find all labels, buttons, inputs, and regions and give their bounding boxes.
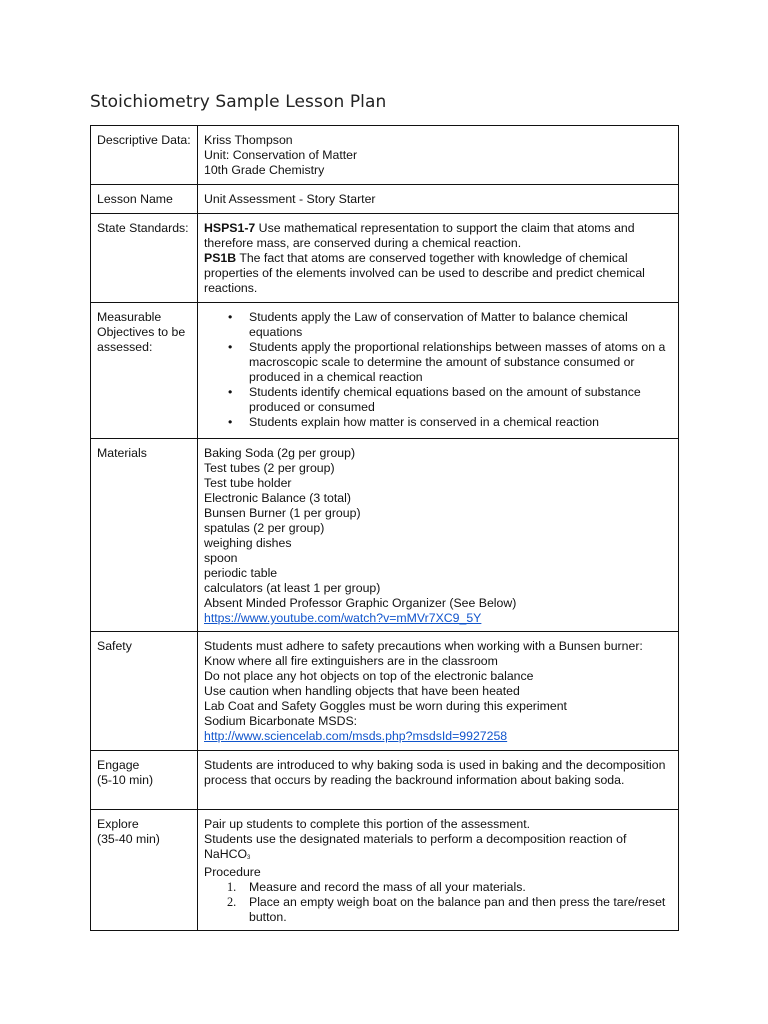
list-item: spoon: [204, 551, 238, 565]
row-lesson-name: [91, 185, 679, 214]
document-title: Stoichiometry Sample Lesson Plan: [90, 92, 387, 112]
list-item: Absent Minded Professor Graphic Organizer (See Below): [204, 596, 517, 610]
standard-hsps1-7: [204, 221, 672, 251]
descriptive-data-value: [198, 126, 679, 185]
safety-value: [198, 632, 679, 751]
formula-subscript: 3: [247, 855, 251, 861]
lesson-name-label: Lesson Name: [91, 185, 198, 214]
safety-line: Sodium Bicarbonate MSDS:: [204, 714, 358, 728]
objectives-value: [198, 303, 679, 439]
standard-code: HSPS1-7: [204, 221, 256, 235]
explore-line: Students use the designated materials to perform a decomposition reaction of: [204, 832, 627, 846]
materials-value: [198, 439, 679, 632]
explore-line: Pair up students to complete this portion of the assessment.: [204, 817, 531, 831]
state-standards-label: State Standards:: [91, 214, 198, 303]
lesson-plan-table: [90, 125, 679, 931]
chemical-formula: [204, 847, 672, 865]
standard-text: Use mathematical representation to support the claim that atoms and therefore mass, are conserved during a chemical reaction.: [204, 221, 635, 250]
youtube-video-link[interactable]: https://www.youtube.com/watch?v=mMVr7XC9_5Y: [204, 611, 482, 625]
step-number: 1.: [227, 880, 237, 894]
engage-title: Engage: [97, 758, 140, 772]
procedure-label: Procedure: [204, 865, 261, 879]
materials-label: Materials: [91, 439, 198, 632]
engage-label: [91, 751, 198, 810]
safety-label: Safety: [91, 632, 198, 751]
msds-link[interactable]: http://www.sciencelab.com/msds.php?msdsId=9927258: [204, 729, 508, 743]
list-item: • Students explain how matter is conserved in a chemical reaction: [249, 415, 672, 430]
list-item: [227, 880, 672, 895]
list-item: Test tubes (2 per group): [204, 461, 335, 475]
safety-line: Do not place any hot objects on top of the electronic balance: [204, 669, 534, 683]
unit-name: Unit: Conservation of Matter: [204, 148, 358, 162]
list-item: • Students identify chemical equations based on the amount of substance produced or consumed: [249, 385, 672, 415]
list-item: Baking Soda (2g per group): [204, 446, 356, 460]
explore-label: [91, 810, 198, 931]
standard-ps1b: [204, 251, 672, 296]
list-item: • Students apply the proportional relationships between masses of atoms on a macroscopic scale to determine the amount of substance consumed or produced in a chemical reaction: [249, 340, 672, 385]
explore-title: Explore: [97, 817, 139, 831]
row-descriptive-data: [91, 126, 679, 185]
engage-value: Students are introduced to why baking soda is used in baking and the decomposition process that occurs by reading the backround information about baking soda.: [198, 751, 679, 810]
objectives-label: Measurable Objectives to be assessed:: [91, 303, 198, 439]
row-objectives: [91, 303, 679, 439]
standard-code: PS1B: [204, 251, 237, 265]
list-item: calculators (at least 1 per group): [204, 581, 381, 595]
list-item: spatulas (2 per group): [204, 521, 325, 535]
safety-line: Use caution when handling objects that have been heated: [204, 684, 520, 698]
formula-text: NaHCO: [204, 847, 248, 861]
standard-text: The fact that atoms are conserved together with knowledge of chemical properties of the elements involved can be used to describe and predict chemical reactions.: [204, 251, 645, 295]
row-safety: [91, 632, 679, 751]
list-item: periodic table: [204, 566, 278, 580]
explore-value: [198, 810, 679, 931]
list-item: Test tube holder: [204, 476, 292, 490]
safety-line: Lab Coat and Safety Goggles must be worn during this experiment: [204, 699, 567, 713]
lesson-name-value: Unit Assessment - Story Starter: [198, 185, 679, 214]
step-number: 2.: [227, 895, 237, 909]
safety-line: Students must adhere to safety precautions when working with a Bunsen burner:: [204, 639, 643, 653]
procedure-list: [204, 880, 672, 925]
state-standards-value: [198, 214, 679, 303]
list-item: weighing dishes: [204, 536, 292, 550]
descriptive-data-label: Descriptive Data:: [91, 126, 198, 185]
row-materials: [91, 439, 679, 632]
list-item: • Students apply the Law of conservation of Matter to balance chemical equations: [249, 310, 672, 340]
list-item: Bunsen Burner (1 per group): [204, 506, 361, 520]
step-text: Place an empty weigh boat on the balance pan and then press the tare/reset button.: [249, 895, 666, 924]
row-explore: [91, 810, 679, 931]
teacher-name: Kriss Thompson: [204, 133, 293, 147]
safety-line: Know where all fire extinguishers are in the classroom: [204, 654, 498, 668]
step-text: Measure and record the mass of all your materials.: [249, 880, 526, 894]
grade-subject: 10th Grade Chemistry: [204, 163, 325, 177]
list-item: [227, 895, 672, 925]
row-state-standards: [91, 214, 679, 303]
engage-time: (5-10 min): [97, 773, 154, 787]
row-engage: [91, 751, 679, 810]
list-item: Electronic Balance (3 total): [204, 491, 351, 505]
explore-time: (35-40 min): [97, 832, 160, 846]
objectives-list: [204, 310, 672, 430]
